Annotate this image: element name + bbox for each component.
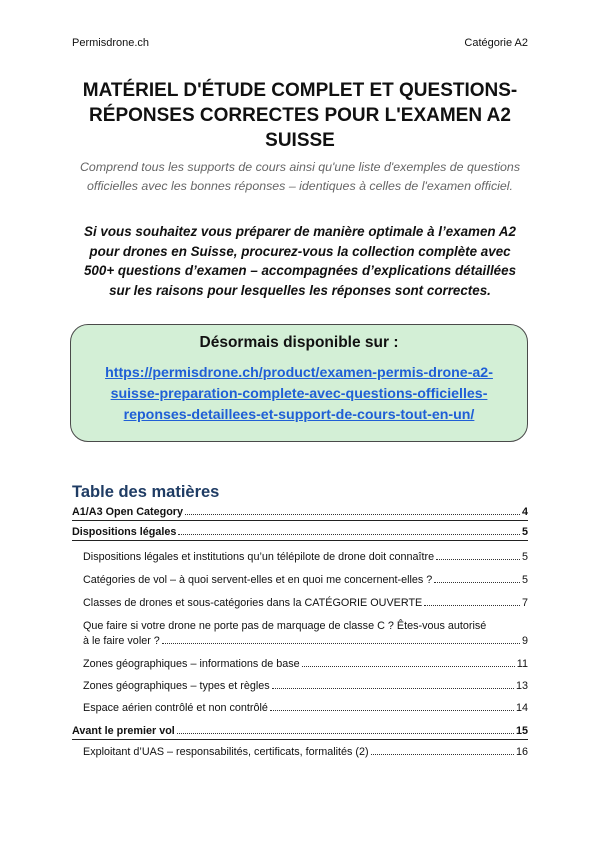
page-header: [72, 37, 528, 51]
toc-entry-text: Zones géographiques – types et règles: [83, 680, 270, 692]
toc-leader-dots: [424, 605, 520, 606]
toc-page-number: 4: [521, 506, 528, 518]
toc-page-number: 5: [521, 526, 528, 538]
toc-leader-dots: [162, 643, 520, 644]
promo-text: Si vous souhaitez vous préparer de manière optimale à l’examen A2 pour drones en Suisse, procurez-vous la collection complète avec 500+ questions d’examen – accompagnées d’explications détaillées sur les raisons pour lesquelles les réponses sont correctes.: [83, 224, 517, 298]
toc-entry-text: Dispositions légales: [72, 526, 177, 538]
toc-entry[interactable]: [72, 701, 528, 716]
toc-page-number: 5: [521, 574, 528, 586]
toc-leader-dots: [270, 710, 514, 711]
toc-page-number: 7: [521, 597, 528, 609]
toc-page-number: 16: [515, 746, 528, 758]
toc-page-number: 11: [516, 658, 528, 670]
header-site-name: Permisdrone.ch: [72, 37, 150, 49]
toc-page-number: 9: [521, 635, 528, 647]
toc-entry-text-line: Que faire si votre drone ne porte pas de marquage de classe C ? Êtes-vous autorisé: [83, 620, 487, 632]
callout-heading: Désormais disponible sur :: [199, 334, 399, 351]
toc-page-number: 14: [515, 702, 528, 714]
toc-entry-text: Avant le premier vol: [72, 725, 175, 737]
toc-entry[interactable]: [72, 525, 528, 541]
product-link[interactable]: https://permisdrone.ch/product/examen-permis-drone-a2-suisse-preparation-complete-avec-questions-officielles-reponses-detaillees-et-support-de-cours-tout-en-un/: [105, 365, 493, 423]
header-category: Catégorie A2: [464, 37, 528, 49]
toc-entry[interactable]: [72, 619, 528, 649]
toc-entry[interactable]: [72, 724, 528, 740]
toc-page-number: 5: [521, 551, 528, 563]
toc-entry-text: Dispositions légales et institutions qu’un télépilote de drone doit connaître: [83, 551, 435, 563]
availability-callout: [70, 324, 528, 442]
table-of-contents: [72, 505, 528, 760]
toc-entry[interactable]: [72, 505, 528, 521]
toc-leader-dots: [302, 666, 515, 667]
toc-entry-text: Classes de drones et sous-catégories dans la CATÉGORIE OUVERTE: [83, 597, 423, 609]
toc-entry-text: Catégories de vol – à quoi servent-elles et en quoi me concernent-elles ?: [83, 574, 433, 586]
toc-title: Table des matières: [72, 483, 220, 501]
toc-entry[interactable]: [72, 679, 528, 694]
toc-leader-dots: [272, 688, 514, 689]
toc-leader-dots: [436, 559, 520, 560]
toc-leader-dots: [371, 754, 514, 755]
toc-leader-dots: [177, 733, 514, 734]
toc-page-number: 15: [515, 725, 528, 737]
toc-entry-text: A1/A3 Open Category: [72, 506, 183, 518]
document-subtitle: Comprend tous les supports de cours ainsi qu'une liste d'exemples de questions officielles avec les bonnes réponses – identiques à celles de l'examen officiel.: [79, 160, 521, 193]
toc-entry-text: Zones géographiques – informations de base: [83, 658, 300, 670]
toc-entry-text: Espace aérien contrôlé et non contrôlé: [83, 702, 268, 714]
toc-entry-text: à le faire voler ?: [83, 635, 160, 647]
toc-entry-text: Exploitant d’UAS – responsabilités, certificats, formalités (2): [83, 746, 369, 758]
toc-leader-dots: [178, 534, 520, 535]
toc-entry[interactable]: [72, 745, 528, 760]
toc-entry[interactable]: [72, 657, 528, 672]
toc-entry[interactable]: [72, 550, 528, 565]
document-title: MATÉRIEL D'ÉTUDE COMPLET ET QUESTIONS-RÉPONSES CORRECTES POUR L'EXAMEN A2 SUISSE: [82, 80, 518, 151]
toc-leader-dots: [434, 582, 520, 583]
toc-leader-dots: [185, 514, 520, 515]
toc-page-number: 13: [515, 680, 528, 692]
toc-entry[interactable]: [72, 573, 528, 588]
toc-entry[interactable]: [72, 596, 528, 611]
